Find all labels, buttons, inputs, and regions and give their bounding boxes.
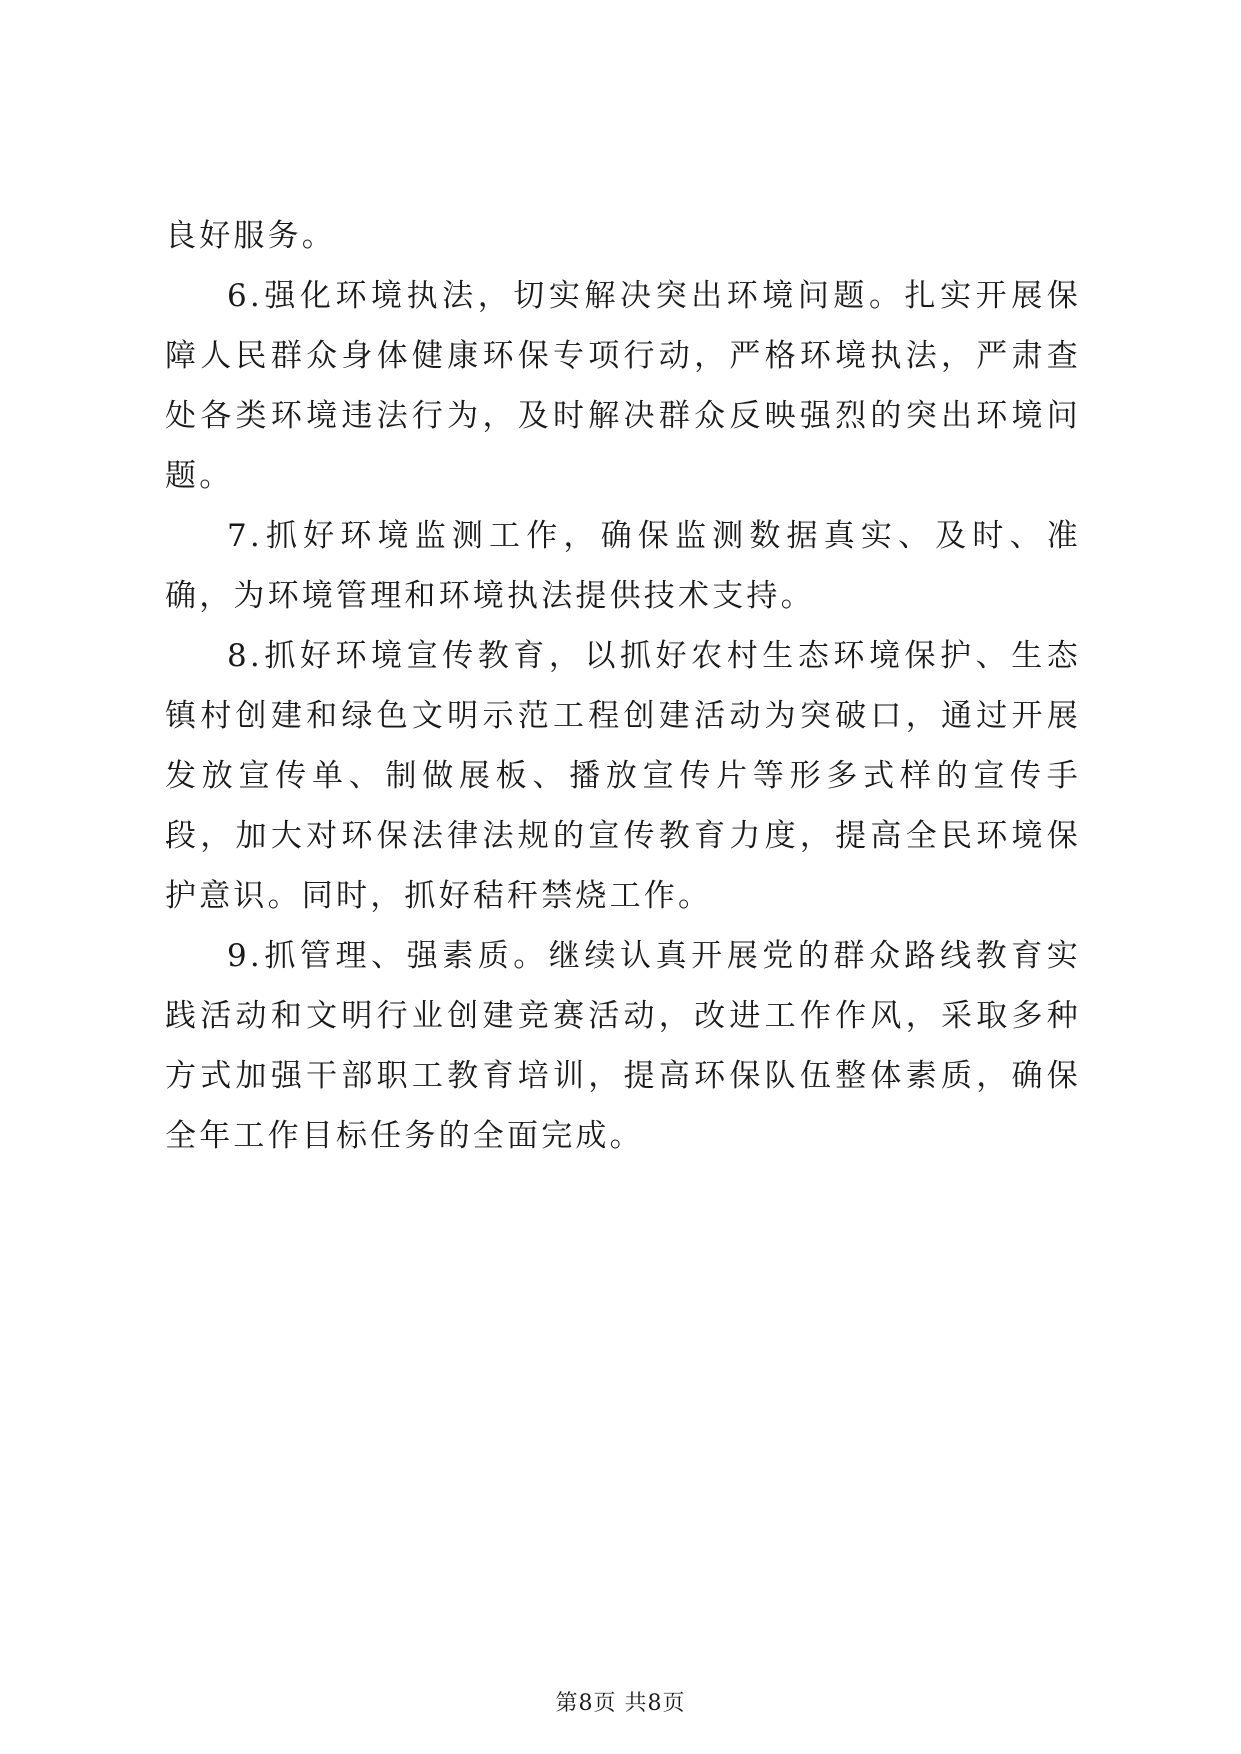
paragraph-item-6: 6.强化环境执法，切实解决突出环境问题。扎实开展保障人民群众身体健康环保专项行动，严格环境执法，严肃查处各类环境违法行为，及时解决群众反映强烈的突出环境问题。: [165, 278, 1081, 494]
paragraph-item-8: 8.抓好环境宣传教育，以抓好农村生态环境保护、生态镇村创建和绿色文明示范工程创建活动为突破口，通过开展发放宣传单、制做展板、播放宣传片等形多式样的宣传手段，加大对环保法律法规的宣传教育力度，提高全民环境保护意识。同时，抓好秸秆禁烧工作。: [165, 638, 1081, 914]
paragraph-item-7: 7.抓好环境监测工作，确保监测数据真实、及时、准确，为环境管理和环境执法提供技术支持。: [165, 518, 1081, 614]
paragraph-continuation: 良好服务。: [165, 218, 336, 254]
page-number-footer: 第8页 共8页: [555, 1691, 686, 1716]
document-body: [165, 206, 1081, 1166]
paragraph-item-9: 9.抓管理、强素质。继续认真开展党的群众路线教育实践活动和文明行业创建竞赛活动，改进工作作风，采取多种方式加强干部职工教育培训，提高环保队伍整体素质，确保全年工作目标任务的全面完成。: [165, 938, 1081, 1154]
